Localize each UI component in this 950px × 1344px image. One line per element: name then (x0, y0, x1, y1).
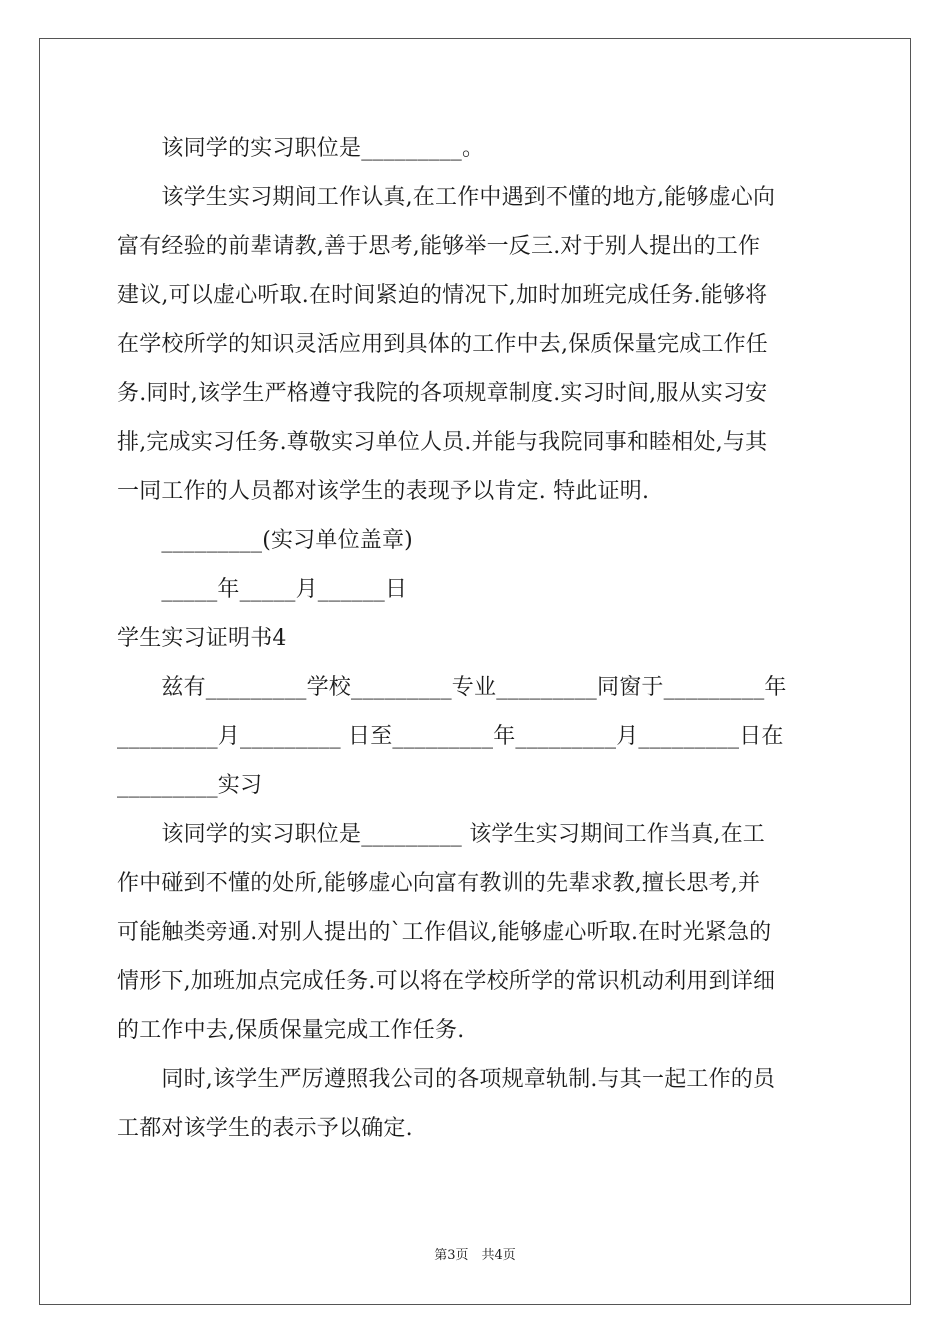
paragraph-line: 一同工作的人员都对该学生的表现予以肯定. 特此证明. (117, 479, 650, 504)
paragraph-line: 该学生实习期间工作认真,在工作中遇到不懂的地方,能够虚心向 (117, 185, 776, 210)
paragraph-line: _________月_________ 日至_________年_________月_________日在 (117, 724, 784, 749)
paragraph-line: 的工作中去,保质保量完成工作任务. (117, 1018, 465, 1043)
paragraph-line: 排,完成实习任务.尊敬实习单位人员.并能与我院同事和睦相处,与其 (117, 430, 768, 455)
paragraph-line: 建议,可以虚心听取.在时间紧迫的情况下,加时加班完成任务.能够将 (117, 283, 768, 308)
paragraph-line: 工都对该学生的表示予以确定. (117, 1116, 413, 1141)
paragraph-line: 可能触类旁通.对别人提出的`工作倡议,能够虚心听取.在时光紧急的 (117, 920, 772, 945)
page-number: 第3页 共4页 (434, 1248, 516, 1263)
paragraph-line: 情形下,加班加点完成任务.可以将在学校所学的常识机动利用到详细 (117, 969, 776, 994)
paragraph-line: 同时,该学生严厉遵照我公司的各项规章轨制.与其一起工作的员 (117, 1067, 776, 1092)
paragraph-line: 务.同时,该学生严格遵守我院的各项规章制度.实习时间,服从实习安 (117, 381, 768, 406)
date-line: _____年_____月______日 (117, 577, 408, 602)
paragraph-line: 该同学的实习职位是_________ 该学生实习期间工作当真,在工 (117, 822, 765, 847)
paragraph-line: 富有经验的前辈请教,善于思考,能够举一反三.对于别人提出的工作 (117, 234, 761, 259)
paragraph-line: 作中碰到不懂的处所,能够虚心向富有教训的先辈求教,擅长思考,并 (117, 871, 761, 896)
paragraph-line: _________实习 (117, 773, 263, 798)
paragraph-line: 该同学的实习职位是_________。 (117, 136, 485, 161)
section-title: 学生实习证明书4 (117, 626, 287, 651)
paragraph-line: 在学校所学的知识灵活应用到具体的工作中去,保质保量完成工作任 (117, 332, 768, 357)
paragraph-line: 兹有_________学校_________专业_________同窗于_________年 (117, 675, 787, 700)
stamp-line: _________(实习单位盖章) (117, 528, 413, 553)
